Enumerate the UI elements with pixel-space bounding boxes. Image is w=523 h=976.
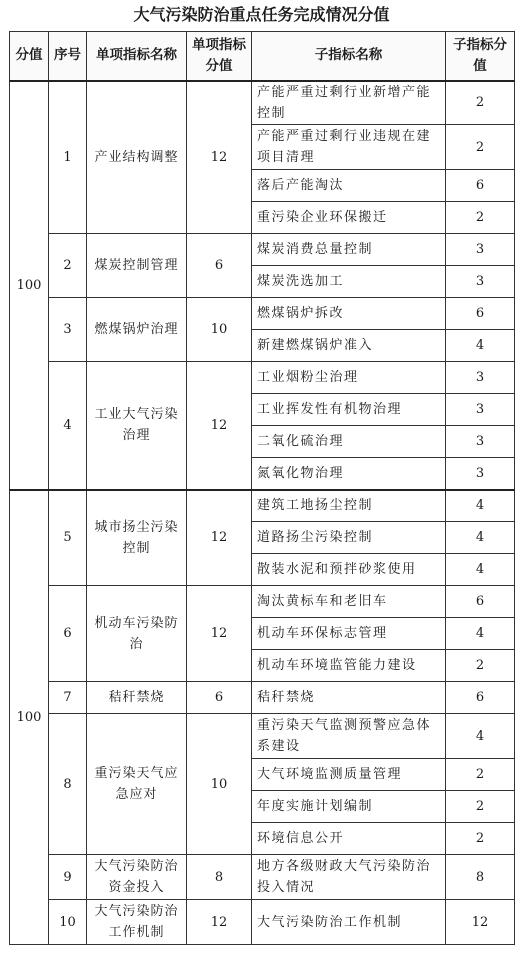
item-name-cell: 秸秆禁烧 bbox=[87, 682, 187, 714]
sub-name-cell: 产能严重过剩行业违规在建项目清理 bbox=[252, 125, 446, 170]
group-score-cell: 100 bbox=[10, 81, 49, 490]
sub-score-cell: 2 bbox=[446, 81, 515, 125]
sub-name-cell: 二氧化硫治理 bbox=[252, 426, 446, 458]
sub-score-cell: 2 bbox=[446, 202, 515, 234]
sub-name-cell: 产能严重过剩行业新增产能控制 bbox=[252, 81, 446, 125]
sub-score-cell: 12 bbox=[446, 900, 515, 945]
header-item-score: 单项指标分值 bbox=[187, 32, 252, 81]
sub-score-cell: 3 bbox=[446, 266, 515, 298]
table-row bbox=[10, 855, 515, 900]
item-score-cell: 12 bbox=[187, 81, 252, 234]
table-row bbox=[10, 298, 515, 330]
item-score-cell: 12 bbox=[187, 362, 252, 490]
header-group-score: 分值 bbox=[10, 32, 49, 81]
item-number-cell: 5 bbox=[49, 490, 87, 586]
table-row bbox=[10, 234, 515, 266]
sub-name-cell: 煤炭消费总量控制 bbox=[252, 234, 446, 266]
sub-score-cell: 4 bbox=[446, 522, 515, 554]
sub-name-cell: 机动车环保标志管理 bbox=[252, 618, 446, 650]
sub-name-cell: 机动车环境监管能力建设 bbox=[252, 650, 446, 682]
table-row bbox=[10, 682, 515, 714]
sub-name-cell: 地方各级财政大气污染防治投入情况 bbox=[252, 855, 446, 900]
item-name-cell: 重污染天气应急应对 bbox=[87, 714, 187, 855]
sub-score-cell: 6 bbox=[446, 682, 515, 714]
item-score-cell: 6 bbox=[187, 682, 252, 714]
table-row bbox=[10, 362, 515, 394]
sub-name-cell: 燃煤锅炉拆改 bbox=[252, 298, 446, 330]
item-number-cell: 4 bbox=[49, 362, 87, 490]
table-row bbox=[10, 714, 515, 759]
header-sub-score: 子指标分值 bbox=[446, 32, 515, 81]
table-row bbox=[10, 490, 515, 522]
sub-name-cell: 环境信息公开 bbox=[252, 823, 446, 855]
item-number-cell: 9 bbox=[49, 855, 87, 900]
sub-score-cell: 2 bbox=[446, 650, 515, 682]
sub-name-cell: 氮氧化物治理 bbox=[252, 458, 446, 490]
sub-score-cell: 2 bbox=[446, 823, 515, 855]
item-score-cell: 12 bbox=[187, 490, 252, 586]
sub-score-cell: 8 bbox=[446, 855, 515, 900]
header-number: 序号 bbox=[49, 32, 87, 81]
sub-name-cell: 建筑工地扬尘控制 bbox=[252, 490, 446, 522]
sub-name-cell: 大气污染防治工作机制 bbox=[252, 900, 446, 945]
sub-score-cell: 4 bbox=[446, 714, 515, 759]
page-title: 大气污染防治重点任务完成情况分值 bbox=[133, 5, 390, 24]
sub-score-cell: 3 bbox=[446, 426, 515, 458]
item-name-cell: 机动车污染防治 bbox=[87, 586, 187, 682]
sub-name-cell: 淘汰黄标车和老旧车 bbox=[252, 586, 446, 618]
item-name-cell: 大气污染防治资金投入 bbox=[87, 855, 187, 900]
table-row bbox=[10, 81, 515, 125]
item-score-cell: 10 bbox=[187, 714, 252, 855]
header-item-name: 单项指标名称 bbox=[87, 32, 187, 81]
sub-name-cell: 落后产能淘汰 bbox=[252, 170, 446, 202]
item-name-cell: 煤炭控制管理 bbox=[87, 234, 187, 298]
sub-name-cell: 秸秆禁烧 bbox=[252, 682, 446, 714]
item-number-cell: 7 bbox=[49, 682, 87, 714]
item-score-cell: 10 bbox=[187, 298, 252, 362]
sub-score-cell: 3 bbox=[446, 458, 515, 490]
group-score-cell: 100 bbox=[10, 490, 49, 945]
table-body bbox=[10, 81, 515, 945]
sub-name-cell: 重污染企业环保搬迁 bbox=[252, 202, 446, 234]
sub-score-cell: 4 bbox=[446, 554, 515, 586]
sub-name-cell: 工业烟粉尘治理 bbox=[252, 362, 446, 394]
score-table bbox=[9, 31, 515, 945]
sub-name-cell: 道路扬尘污染控制 bbox=[252, 522, 446, 554]
item-number-cell: 8 bbox=[49, 714, 87, 855]
sub-score-cell: 6 bbox=[446, 298, 515, 330]
item-number-cell: 1 bbox=[49, 81, 87, 234]
item-number-cell: 6 bbox=[49, 586, 87, 682]
sub-name-cell: 工业挥发性有机物治理 bbox=[252, 394, 446, 426]
header-row bbox=[10, 32, 515, 81]
sub-name-cell: 煤炭洗选加工 bbox=[252, 266, 446, 298]
sub-score-cell: 2 bbox=[446, 125, 515, 170]
item-name-cell: 大气污染防治工作机制 bbox=[87, 900, 187, 945]
sub-name-cell: 散装水泥和预拌砂浆使用 bbox=[252, 554, 446, 586]
sub-score-cell: 3 bbox=[446, 362, 515, 394]
sub-score-cell: 6 bbox=[446, 586, 515, 618]
item-score-cell: 8 bbox=[187, 855, 252, 900]
item-number-cell: 3 bbox=[49, 298, 87, 362]
item-name-cell: 城市扬尘污染控制 bbox=[87, 490, 187, 586]
item-number-cell: 2 bbox=[49, 234, 87, 298]
item-score-cell: 12 bbox=[187, 900, 252, 945]
sub-score-cell: 3 bbox=[446, 394, 515, 426]
sub-score-cell: 4 bbox=[446, 490, 515, 522]
sub-name-cell: 重污染天气监测预警应急体系建设 bbox=[252, 714, 446, 759]
item-name-cell: 产业结构调整 bbox=[87, 81, 187, 234]
item-score-cell: 6 bbox=[187, 234, 252, 298]
sub-score-cell: 6 bbox=[446, 170, 515, 202]
sub-score-cell: 4 bbox=[446, 330, 515, 362]
item-number-cell: 10 bbox=[49, 900, 87, 945]
sub-score-cell: 4 bbox=[446, 618, 515, 650]
sub-score-cell: 2 bbox=[446, 759, 515, 791]
sub-name-cell: 新建燃煤锅炉准入 bbox=[252, 330, 446, 362]
item-score-cell: 12 bbox=[187, 586, 252, 682]
sub-score-cell: 2 bbox=[446, 791, 515, 823]
sub-name-cell: 大气环境监测质量管理 bbox=[252, 759, 446, 791]
sub-score-cell: 3 bbox=[446, 234, 515, 266]
sub-name-cell: 年度实施计划编制 bbox=[252, 791, 446, 823]
item-name-cell: 燃煤锅炉治理 bbox=[87, 298, 187, 362]
table-row bbox=[10, 586, 515, 618]
table-row bbox=[10, 900, 515, 945]
header-sub-name: 子指标名称 bbox=[252, 32, 446, 81]
item-name-cell: 工业大气污染治理 bbox=[87, 362, 187, 490]
